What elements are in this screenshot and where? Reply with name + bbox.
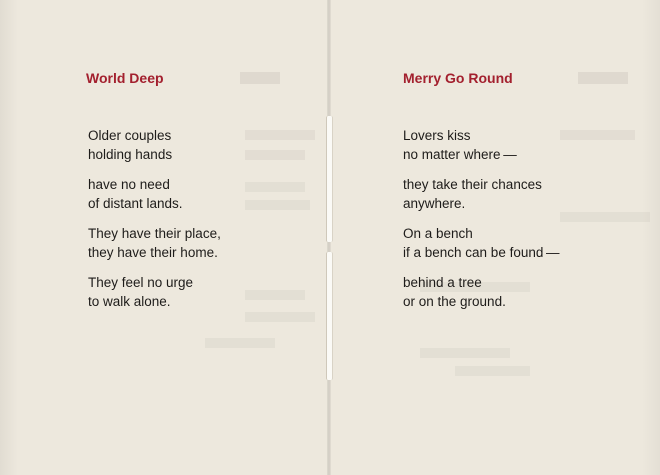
poem-line: They feel no urge bbox=[88, 275, 194, 290]
poem-line: holding hands bbox=[88, 147, 173, 162]
stanza bbox=[88, 175, 221, 213]
stanza bbox=[88, 273, 221, 311]
poem-title: Merry Go Round bbox=[403, 70, 513, 86]
stanza bbox=[403, 175, 560, 213]
poem-line: On a bench bbox=[403, 226, 473, 241]
poem-title: World Deep bbox=[86, 70, 164, 86]
poem-line: if a bench can be found — bbox=[403, 245, 560, 260]
stanza bbox=[403, 224, 560, 262]
poem-line: to walk alone. bbox=[88, 294, 171, 309]
poem-line: Older couples bbox=[88, 128, 172, 143]
stanza bbox=[88, 224, 221, 262]
poem-line: anywhere. bbox=[403, 196, 466, 211]
poem-line: of distant lands. bbox=[88, 196, 183, 211]
poem-line: have no need bbox=[88, 177, 170, 192]
stanza bbox=[403, 273, 560, 311]
poem-body bbox=[88, 126, 221, 322]
poem-line: behind a tree bbox=[403, 275, 482, 290]
poem-line: They have their place, bbox=[88, 226, 221, 241]
poem-line: or on the ground. bbox=[403, 294, 506, 309]
poem-line: Lovers kiss bbox=[403, 128, 471, 143]
poem-line: they take their chances bbox=[403, 177, 542, 192]
poem-line: they have their home. bbox=[88, 245, 218, 260]
poem-body bbox=[403, 126, 560, 322]
left-page bbox=[0, 0, 328, 475]
right-page bbox=[330, 0, 660, 475]
stanza bbox=[403, 126, 560, 164]
stanza bbox=[88, 126, 221, 164]
poem-line: no matter where — bbox=[403, 147, 517, 162]
